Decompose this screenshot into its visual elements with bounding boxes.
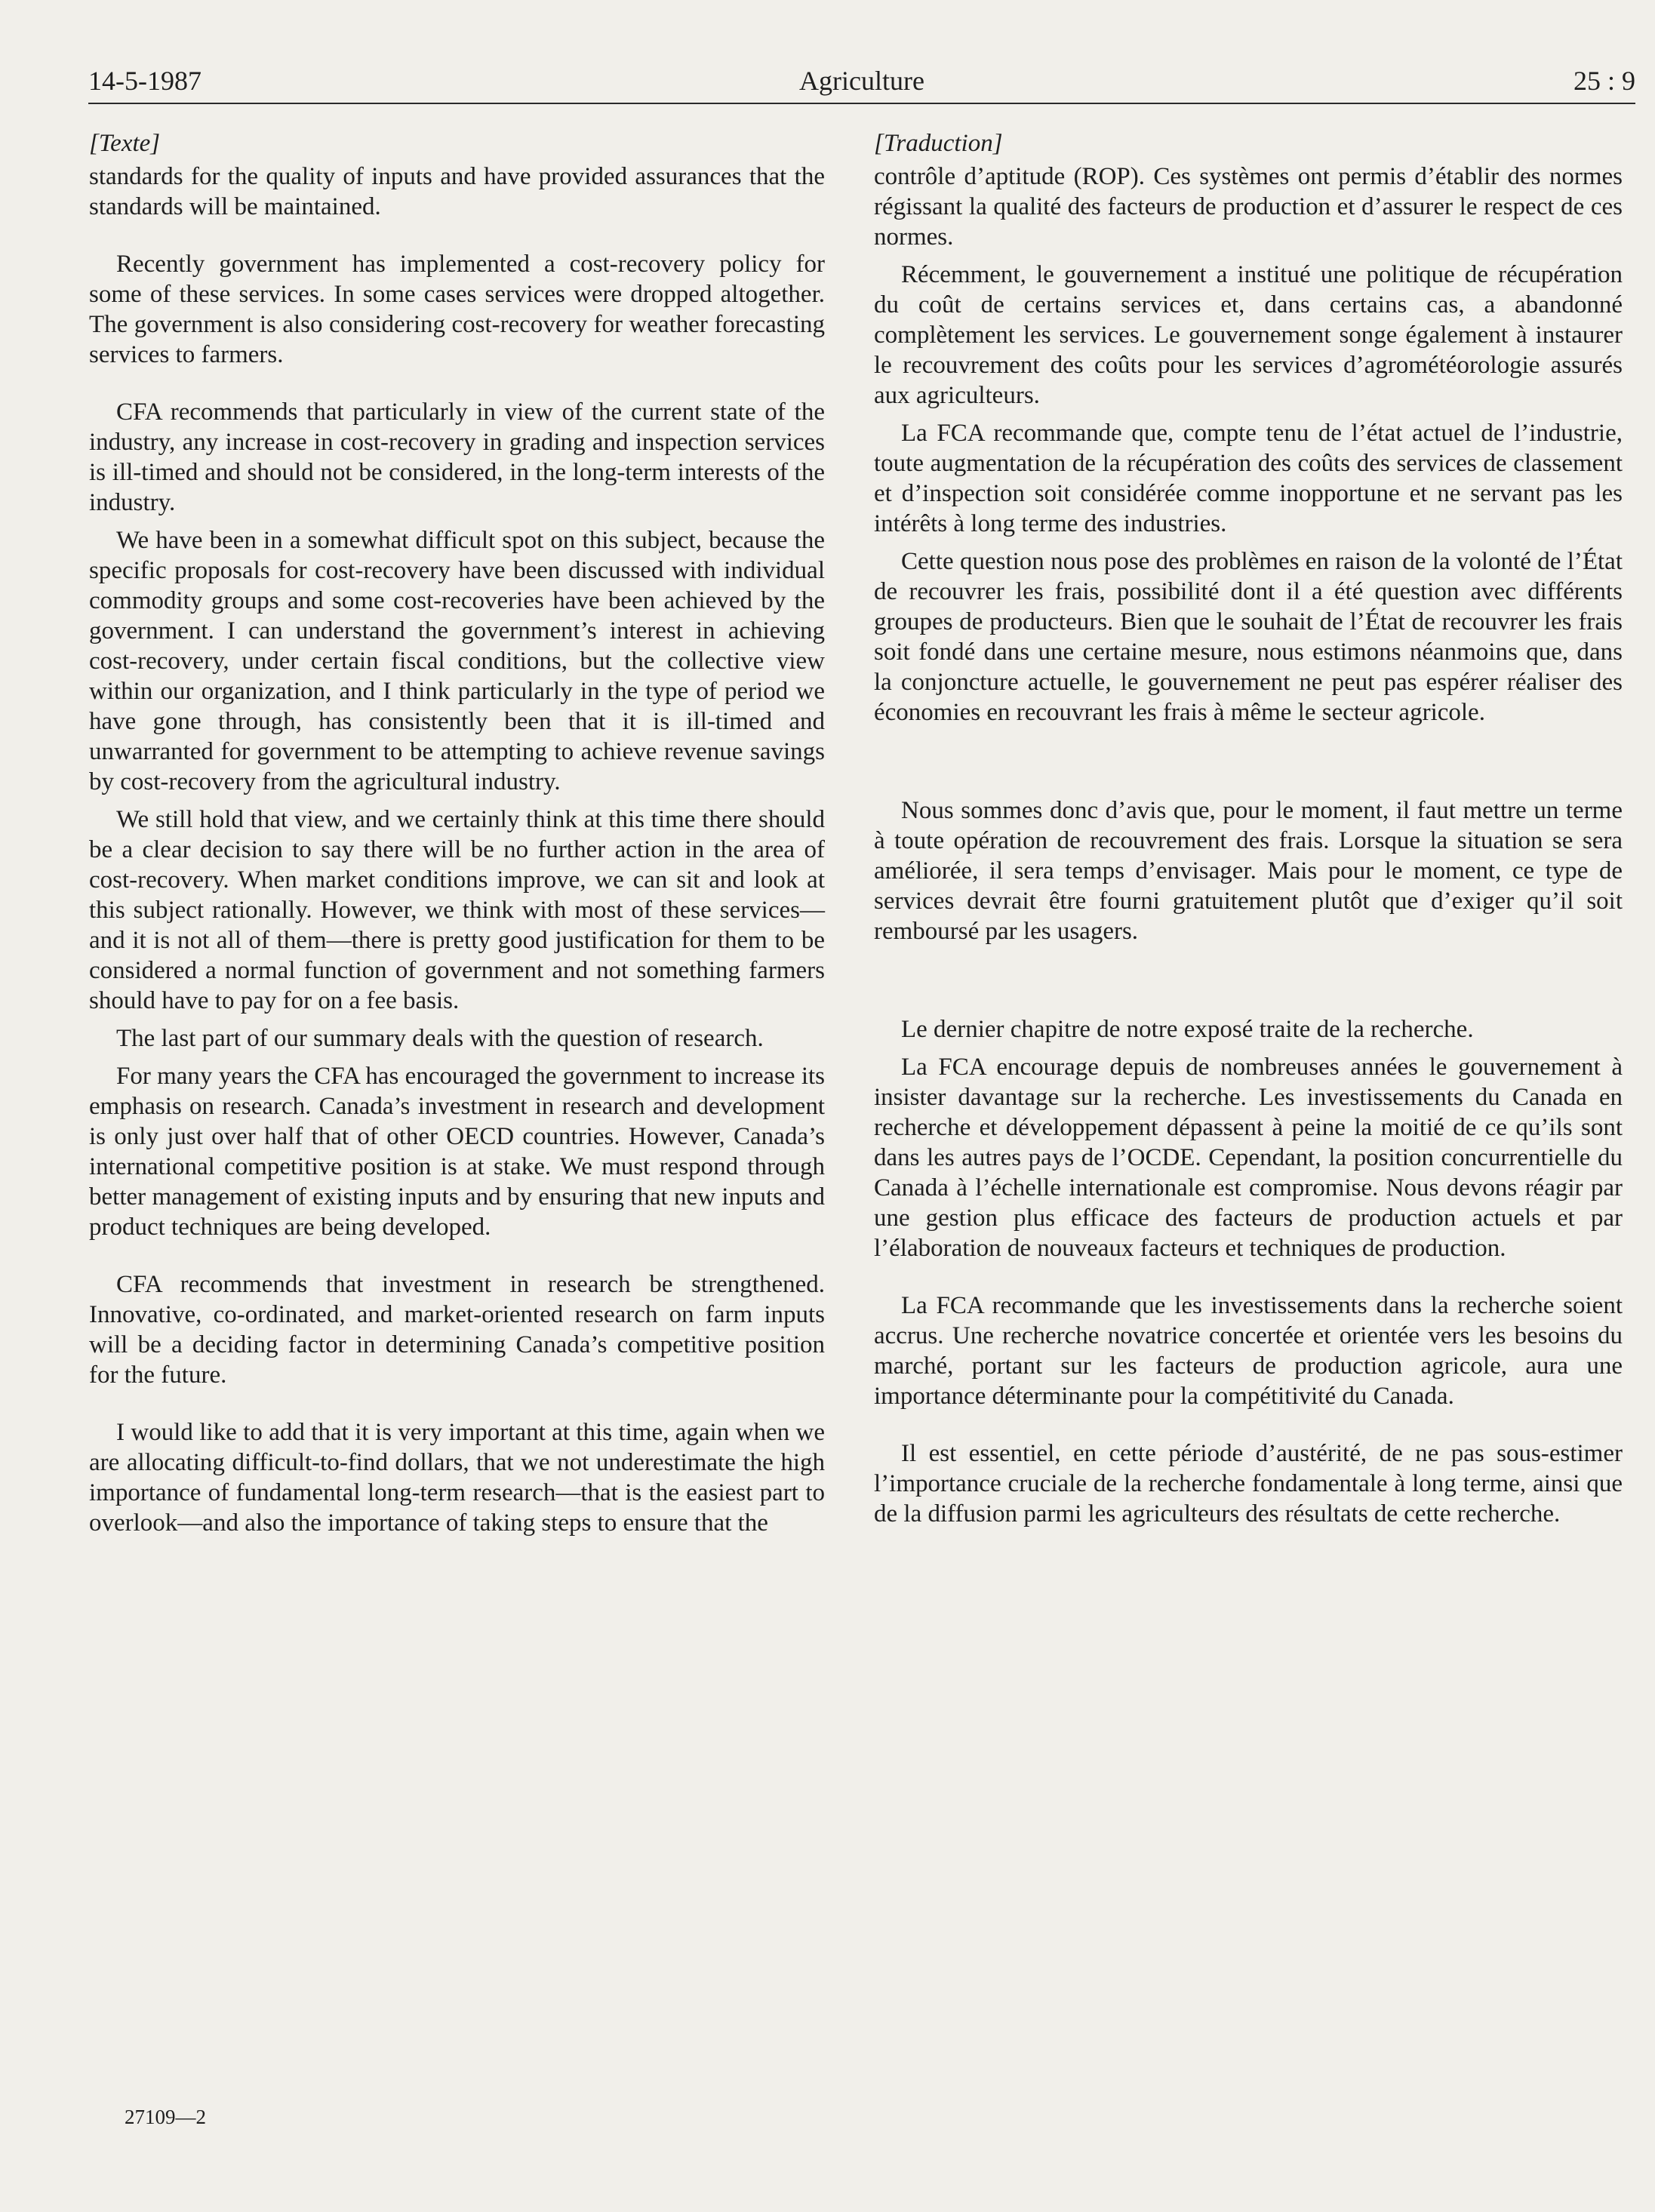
paragraph: La FCA recommande que les investissements dans la recherche soient accrus. Une recherche novatrice concertée et orientée vers les besoins du marché, portant sur les facteurs de production agricole, aura une importance déterminante pour la compétitivité du Canada.	[874, 1292, 1623, 1410]
paragraph: We have been in a somewhat difficult spot on this subject, because the specific proposals for cost-recovery have been discussed with individual commodity groups and some cost-recoveries have been achieved by the government. I can understand the government’s interest in achieving cost-recovery, under certain fiscal conditions, but the collective view within our organization, and I think particularly in the type of period we have gone through, has consistently been that it is ill-timed and unwarranted for government to be attempting to achieve revenue savings by cost-recovery from the agricultural industry.	[89, 527, 825, 795]
paragraph: I would like to add that it is very important at this time, again when we are allocating difficult-to-find dollars, that we not underestimate the high importance of fundamental long-term research—that is the easiest part to overlook—and also the importance of taking steps to ensure that the	[89, 1419, 825, 1537]
paragraph: Le dernier chapitre de notre exposé traite de la recherche.	[901, 1016, 1474, 1043]
header-title: Agriculture	[799, 66, 924, 96]
english-column	[89, 128, 825, 1538]
paragraph: La FCA recommande que, compte tenu de l’état actuel de l’industrie, toute augmentation de la récupération des coûts des services de classement et d’inspection soit considérée comme inopportune et ne servant pas les intérêts à long terme des industries.	[874, 420, 1623, 537]
paragraph: standards for the quality of inputs and have provided assurances that the standards will be maintained.	[89, 163, 825, 220]
paragraph: Cette question nous pose des problèmes en raison de la volonté de l’État de recouvrer les frais, possibilité dont il a été question avec différents groupes de producteurs. Bien que le souhait de l’État de recouvrer les frais soit fondé dans une certaine mesure, nous estimons néanmoins que, dans la conjoncture actuelle, le gouvernement ne peut pas espérer réaliser des économies en recouvrant les frais à même le secteur agricole.	[874, 548, 1623, 726]
page-header	[88, 65, 1635, 103]
paragraph: The last part of our summary deals with the question of research.	[116, 1025, 764, 1052]
paragraph: Récemment, le gouvernement a institué une politique de récupération du coût de certains services et, dans certains cas, a abandonné complètement les services. Le gouvernement songe également à instaurer le recouvrement des coûts pour les services d’agrométéorologie assurés aux agriculteurs.	[874, 261, 1623, 409]
column-label-traduction: [Traduction]	[874, 130, 1003, 157]
paragraph: contrôle d’aptitude (ROP). Ces systèmes ont permis d’établir des normes régissant la qualité des facteurs de production et d’assurer le respect de ces normes.	[874, 163, 1623, 251]
paragraph: CFA recommends that investment in research be strengthened. Innovative, co-ordinated, and market-oriented research on farm inputs will be a deciding factor in determining Canada’s competitive position for the future.	[89, 1271, 825, 1389]
paragraph: La FCA encourage depuis de nombreuses années le gouvernement à insister davantage sur la recherche. Les investissements du Canada en recherche et développement dépassent à peine la moitié de ce qu’ils sont dans les autres pays de l’OCDE. Cependant, la position concurrentielle du Canada à l’échelle internationale est compromise. Nous devons réagir par une gestion plus efficace des facteurs de production actuels et par l’élaboration de nouveaux facteurs et techniques de production.	[874, 1054, 1623, 1262]
column-label-texte: [Texte]	[89, 130, 161, 157]
paragraph: Recently government has implemented a cost-recovery policy for some of these services. In some cases services were dropped altogether. The government is also considering cost-recovery for weather forecasting services to farmers.	[89, 251, 825, 368]
paragraph: CFA recommends that particularly in view of the current state of the industry, any increase in cost-recovery in grading and inspection services is ill-timed and should not be considered, in the long-term interests of the industry.	[89, 398, 825, 516]
footer-code: 27109—2	[125, 2106, 206, 2128]
header-page-number: 25 : 9	[1573, 66, 1635, 96]
french-column	[874, 128, 1623, 1529]
paragraph: For many years the CFA has encouraged the government to increase its emphasis on research. Canada’s investment in research and development is only just over half that of other OECD countries. However, Canada’s international competitive position is at stake. We must respond through better management of existing inputs and by ensuring that new inputs and product techniques are being developed.	[89, 1063, 825, 1241]
header-date: 14-5-1987	[88, 66, 201, 96]
paragraph: We still hold that view, and we certainly think at this time there should be a clear decision to say there will be no further action in the area of cost-recovery. When market conditions improve, we can sit and look at this subject rationally. However, we think with most of these services—and it is not all of them—there is pretty good justification for them to be considered a normal function of government and not something farmers should have to pay for on a fee basis.	[89, 806, 825, 1014]
paragraph: Il est essentiel, en cette période d’austérité, de ne pas sous-estimer l’importance cruciale de la recherche fondamentale à long terme, ainsi que de la diffusion parmi les agriculteurs des résultats de cette recherche.	[874, 1440, 1623, 1527]
header-rule	[88, 103, 1635, 104]
paragraph: Nous sommes donc d’avis que, pour le moment, il faut mettre un terme à toute opération de recouvrement des frais. Lorsque la situation se sera améliorée, il sera temps d’envisager. Mais pour le moment, ce type de services devrait être fourni gratuitement plutôt que d’exiger qu’il soit remboursé par les usagers.	[874, 797, 1623, 945]
